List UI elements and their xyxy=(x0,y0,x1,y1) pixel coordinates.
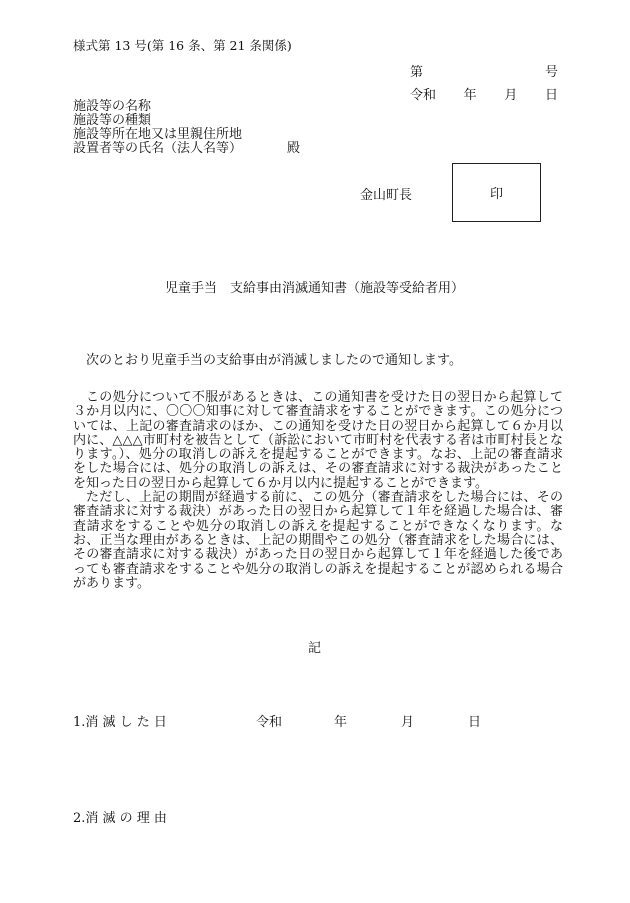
issuer-mayor: 金山町長 xyxy=(360,188,413,203)
seal-box xyxy=(452,163,541,222)
addressee-block xyxy=(73,100,300,156)
issue-date-year: 年 xyxy=(463,88,477,103)
document-number-prefix: 第 xyxy=(410,65,424,80)
issue-date-row xyxy=(410,84,558,103)
ki-heading: 記 xyxy=(308,641,322,656)
document-number-suffix: 号 xyxy=(544,65,558,80)
issue-date-day: 日 xyxy=(544,88,558,103)
appeal-paragraph: この処分について不服があるときは、この通知書を受けた日の翌日から起算して３か月以内に、〇〇〇知事に対して審査請求をすることができます。この処分については、上記の審査請求のほか、この通知を受けた日の翌日から起算して６か月以内に、△△△市町村を被告として（訴訟において市町村を代表する者は市町村長となります。）、処分の取消しの訴えを提起することができます。なお、上記の審査請求をした場合には、処分の取消しの訴えは、その審査請求に対する裁決があったことを知った日の翌日から起算して６か月以内に提起することができます。 xyxy=(73,390,563,491)
item-extinction-date-value xyxy=(256,711,481,730)
item-date-month: 月 xyxy=(401,715,415,730)
appeal-notice xyxy=(73,391,563,591)
issue-date-era: 令和 xyxy=(410,88,437,103)
document-title: 児童手当 支給事由消滅通知書（施設等受給者用） xyxy=(165,281,465,296)
honorific: 殿 xyxy=(287,141,301,156)
document-number-row xyxy=(410,61,558,80)
facility-address-label: 施設等所在地又は里親住所地 xyxy=(73,127,243,142)
item-extinction-reason: 2.消 滅 の 理 由 xyxy=(73,811,167,826)
seal-mark: 印 xyxy=(489,187,503,202)
operator-name-label: 設置者等の氏名（法人名等） xyxy=(73,141,243,156)
form-number: 様式第 13 号(第 16 条、第 21 条関係) xyxy=(73,38,292,53)
facility-type-label: 施設等の種類 xyxy=(73,113,152,128)
item-extinction-date xyxy=(73,711,481,730)
appeal-paragraph: ただし、上記の期間が経過する前に、この処分（審査請求をした場合には、その審査請求に対する裁決）があった日の翌日から起算して１年を経過した場合は、審査請求をすることや処分の取消しの訴えを提起することができなくなります。なお、正当な理由があるときは、上記の期間やこの処分（審査請求をした場合には、その審査請求に対する裁決）があった日の翌日から起算して１年を経過した後であっても審査請求をすることや処分の取消しの訴えを提起することが認められる場合があります。 xyxy=(73,490,563,591)
item-extinction-date-label: 1.消 滅 し た 日 xyxy=(73,715,167,730)
item-date-era: 令和 xyxy=(256,715,283,730)
item-date-year: 年 xyxy=(334,715,348,730)
item-date-day: 日 xyxy=(468,715,482,730)
intro-text: 次のとおり児童手当の支給事由が消滅しましたので通知します。 xyxy=(86,353,462,368)
facility-name-label: 施設等の名称 xyxy=(73,99,152,114)
operator-name-line xyxy=(73,142,300,156)
issue-date-month: 月 xyxy=(504,88,518,103)
